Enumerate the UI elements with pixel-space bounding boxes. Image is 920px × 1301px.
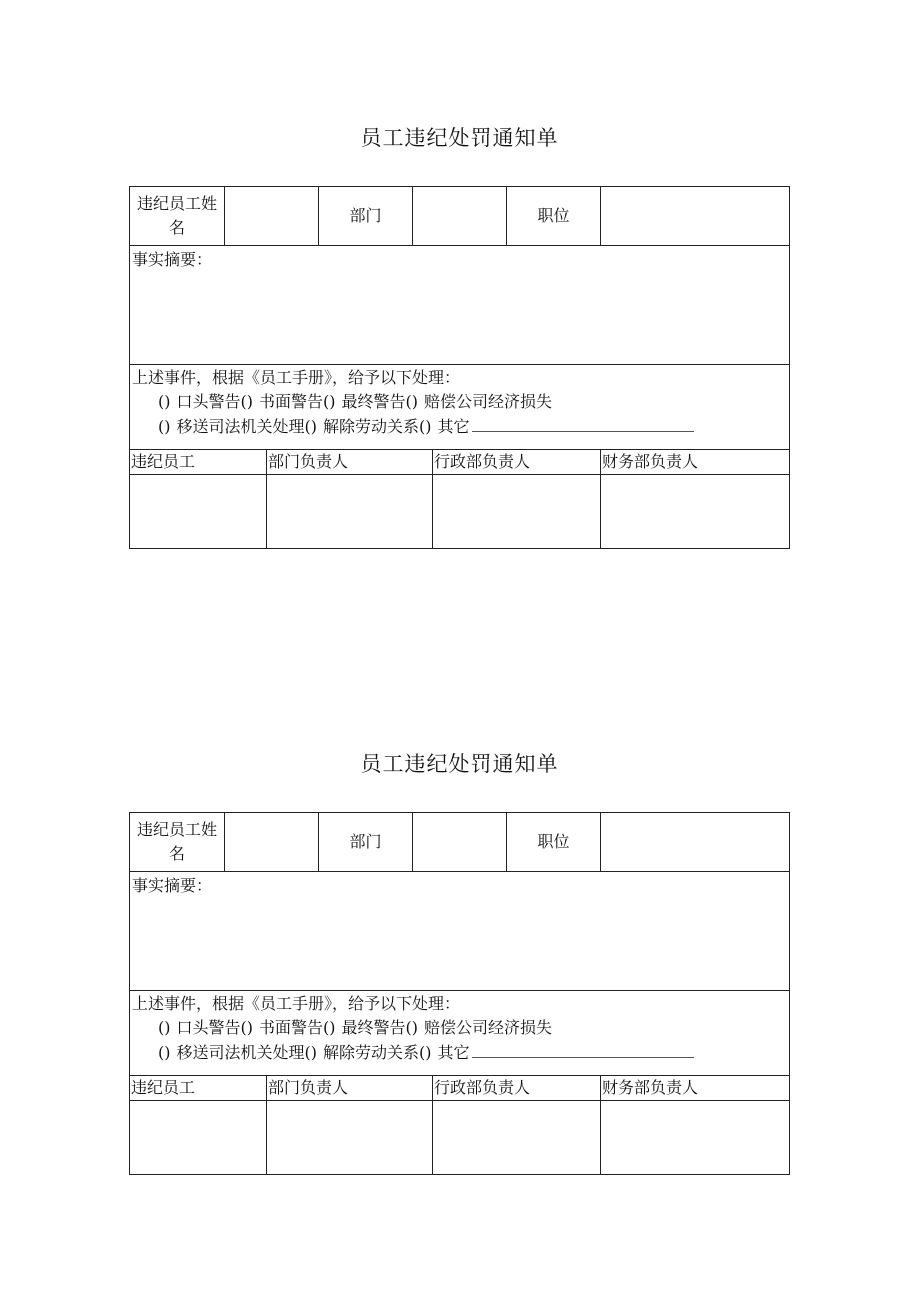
- employee-name-label: 违纪员工姓 名: [130, 187, 225, 245]
- checkbox-compensation[interactable]: (): [405, 392, 418, 411]
- option-final-warning: 最终警告: [341, 392, 406, 411]
- checkbox-compensation[interactable]: (): [405, 1018, 418, 1037]
- options-line-1: [132, 1016, 789, 1040]
- sig-label-dept-head: 部门负责人: [267, 1076, 433, 1100]
- sig-label-finance-head: 财务部负责人: [601, 450, 790, 474]
- form-title: 员工违纪处罚通知单: [360, 752, 559, 776]
- header-row: [130, 813, 790, 872]
- checkbox-final-warning[interactable]: (): [323, 392, 336, 411]
- position-field[interactable]: [601, 813, 790, 871]
- signature-row: [130, 1101, 790, 1175]
- form-table: [129, 186, 790, 549]
- handling-cell: [130, 991, 790, 1075]
- sig-field-employee[interactable]: [130, 475, 267, 548]
- sig-label-admin-head: 行政部负责人: [433, 450, 601, 474]
- option-final-warning: 最终警告: [341, 1018, 406, 1037]
- option-compensation: 赔偿公司经济损失: [423, 392, 552, 411]
- form-table: [129, 812, 790, 1175]
- facts-summary-field[interactable]: [130, 872, 790, 990]
- checkbox-verbal-warning[interactable]: (): [158, 1018, 171, 1037]
- sig-label-employee: 违纪员工: [130, 1076, 267, 1100]
- sig-field-admin-head[interactable]: [433, 1101, 601, 1174]
- handling-row: [130, 365, 790, 450]
- option-verbal-warning: 口头警告: [176, 1018, 241, 1037]
- facts-summary-label: 事实摘要：: [132, 250, 213, 269]
- option-written-warning: 书面警告: [258, 392, 323, 411]
- sig-field-admin-head[interactable]: [433, 475, 601, 548]
- form-title: 员工违纪处罚通知单: [360, 126, 559, 150]
- handling-cell: [130, 365, 790, 449]
- checkbox-judicial-transfer[interactable]: (): [158, 417, 171, 436]
- checkbox-written-warning[interactable]: (): [240, 392, 253, 411]
- option-terminate-contract: 解除劳动关系: [322, 417, 419, 436]
- checkbox-terminate-contract[interactable]: (): [304, 417, 317, 436]
- other-blank-line[interactable]: [472, 1040, 694, 1058]
- option-verbal-warning: 口头警告: [176, 392, 241, 411]
- option-judicial-transfer: 移送司法机关处理: [176, 1043, 305, 1062]
- signature-header-row: [130, 1076, 790, 1101]
- sig-field-finance-head[interactable]: [601, 1101, 790, 1174]
- department-label: 部门: [319, 813, 413, 871]
- handling-intro: 上述事件，根据《员工手册》，给予以下处理：: [132, 368, 461, 387]
- options-line-2: [132, 1040, 789, 1065]
- checkbox-written-warning[interactable]: (): [240, 1018, 253, 1037]
- checkbox-other[interactable]: (): [419, 417, 432, 436]
- sig-field-dept-head[interactable]: [267, 475, 433, 548]
- checkbox-verbal-warning[interactable]: (): [158, 392, 171, 411]
- options-line-1: [132, 390, 789, 414]
- handling-row: [130, 991, 790, 1076]
- option-terminate-contract: 解除劳动关系: [322, 1043, 419, 1062]
- checkbox-final-warning[interactable]: (): [323, 1018, 336, 1037]
- employee-name-label: 违纪员工姓 名: [130, 813, 225, 871]
- sig-label-finance-head: 财务部负责人: [601, 1076, 790, 1100]
- sig-label-dept-head: 部门负责人: [267, 450, 433, 474]
- checkbox-other[interactable]: (): [419, 1043, 432, 1062]
- other-blank-line[interactable]: [472, 414, 694, 432]
- employee-name-field[interactable]: [225, 813, 319, 871]
- option-judicial-transfer: 移送司法机关处理: [176, 417, 305, 436]
- department-field[interactable]: [413, 813, 507, 871]
- header-row: [130, 187, 790, 246]
- sig-label-admin-head: 行政部负责人: [433, 1076, 601, 1100]
- department-field[interactable]: [413, 187, 507, 245]
- checkbox-terminate-contract[interactable]: (): [304, 1043, 317, 1062]
- option-compensation: 赔偿公司经济损失: [423, 1018, 552, 1037]
- option-other: 其它: [437, 1043, 470, 1062]
- signature-header-row: [130, 450, 790, 475]
- options-line-2: [132, 414, 789, 439]
- sig-label-employee: 违纪员工: [130, 450, 267, 474]
- option-other: 其它: [437, 417, 470, 436]
- department-label: 部门: [319, 187, 413, 245]
- option-written-warning: 书面警告: [258, 1018, 323, 1037]
- position-label: 职位: [507, 187, 601, 245]
- signature-row: [130, 475, 790, 549]
- facts-row: [130, 872, 790, 991]
- checkbox-judicial-transfer[interactable]: (): [158, 1043, 171, 1062]
- facts-row: [130, 246, 790, 365]
- handling-intro: 上述事件，根据《员工手册》，给予以下处理：: [132, 994, 461, 1013]
- facts-summary-label: 事实摘要：: [132, 876, 213, 895]
- sig-field-finance-head[interactable]: [601, 475, 790, 548]
- employee-name-field[interactable]: [225, 187, 319, 245]
- position-label: 职位: [507, 813, 601, 871]
- sig-field-employee[interactable]: [130, 1101, 267, 1174]
- sig-field-dept-head[interactable]: [267, 1101, 433, 1174]
- position-field[interactable]: [601, 187, 790, 245]
- facts-summary-field[interactable]: [130, 246, 790, 364]
